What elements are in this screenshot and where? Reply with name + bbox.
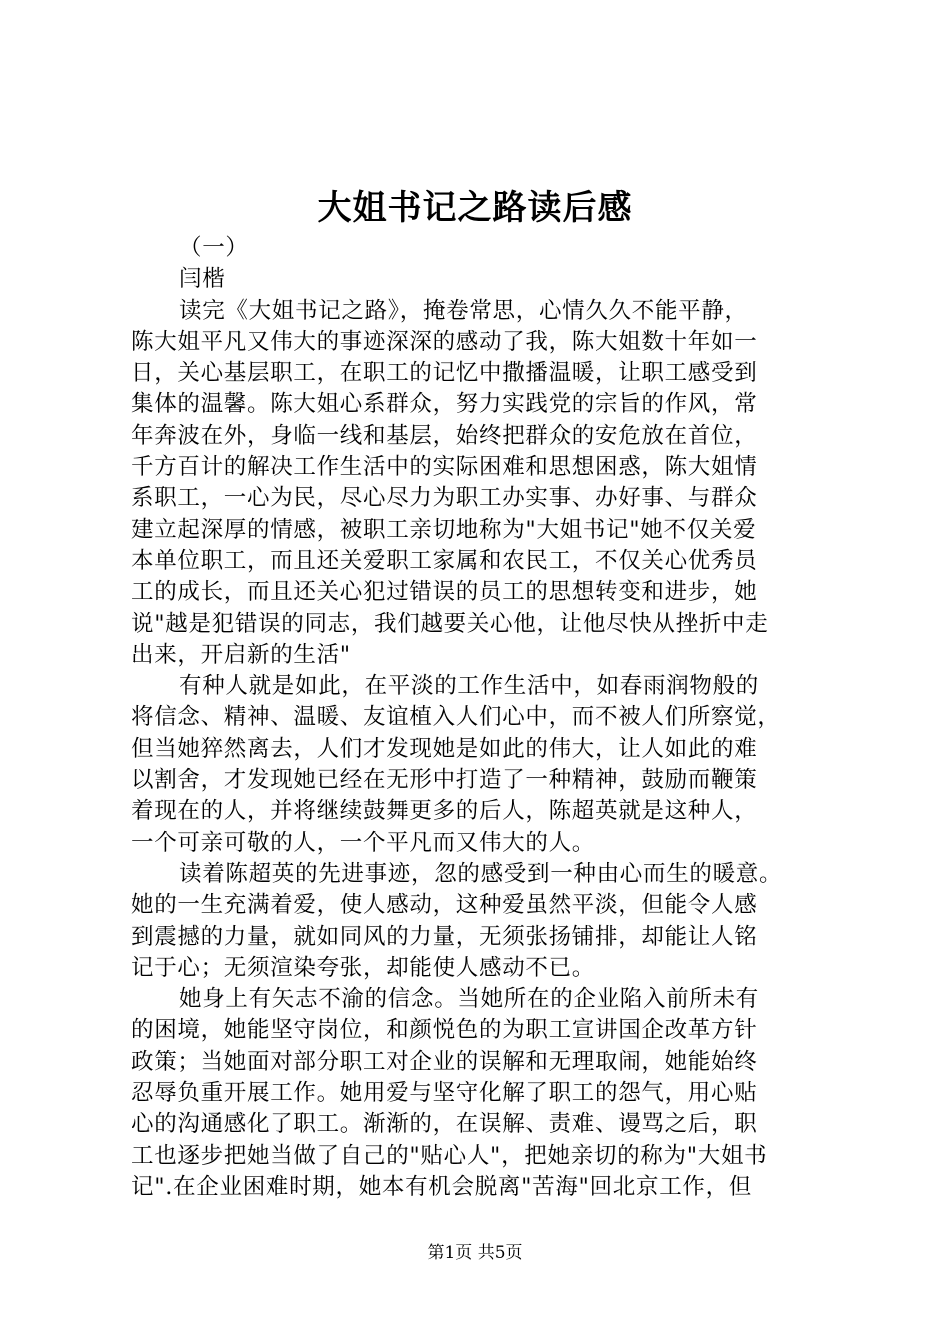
text-line: 读完《大姐书记之路》，掩卷常思，心情久久不能平静，	[179, 297, 748, 324]
page-footer: 第1页 共5页	[427, 1243, 523, 1263]
text-line: 本单位职工，而且还关爱职工家属和农民工，不仅关心优秀员	[131, 547, 758, 574]
text-line: 记于心；无须渲染夸张，却能使人感动不已。	[131, 954, 596, 981]
text-line: 的困境，她能坚守岗位，和颜悦色的为职工宣讲国企改革方针	[131, 1017, 758, 1044]
text-line: 忍辱负重开展工作。她用爱与坚守化解了职工的怨气，用心贴	[131, 1080, 758, 1107]
text-line: 一个可亲可敬的人，一个平凡而又伟大的人。	[131, 829, 596, 856]
text-line: 出来，开启新的生活"	[131, 641, 351, 668]
text-line: 她身上有矢志不渝的信念。当她所在的企业陷入前所未有	[179, 986, 760, 1013]
text-line: 工也逐步把她当做了自己的"贴心人"，把她亲切的称为"大姐书	[131, 1142, 768, 1169]
text-line: 有种人就是如此，在平淡的工作生活中，如春雨润物般的	[179, 673, 760, 700]
text-line: 但当她猝然离去，人们才发现她是如此的伟大，让人如此的难	[131, 735, 758, 762]
text-line: 以割舍，才发现她已经在无形中打造了一种精神，鼓励而鞭策	[131, 767, 758, 794]
text-line: 闫楷	[179, 266, 226, 293]
text-line: 到震撼的力量，就如同风的力量，无须张扬铺排，却能让人铭	[131, 923, 758, 950]
text-line: 千方百计的解决工作生活中的实际困难和思想困惑，陈大姐情	[131, 454, 758, 481]
document-body	[131, 233, 833, 1203]
text-line: 工的成长，而且还关心犯过错误的员工的思想转变和进步，她	[131, 579, 758, 606]
text-line: （一）	[179, 235, 249, 261]
text-line: 年奔波在外，身临一线和基层，始终把群众的安危放在首位，	[131, 422, 758, 449]
text-line: 系职工，一心为民，尽心尽力为职工办实事、办好事、与群众	[131, 485, 758, 512]
text-line: 陈大姐平凡又伟大的事迹深深的感动了我，陈大姐数十年如一	[131, 328, 758, 355]
text-line: 着现在的人，并将继续鼓舞更多的后人，陈超英就是这种人，	[131, 798, 758, 825]
text-line: 心的沟通感化了职工。渐渐的，在误解、责难、谩骂之后，职	[131, 1111, 758, 1138]
text-line: 她的一生充满着爱，使人感动，这种爱虽然平淡，但能令人感	[131, 892, 758, 919]
text-line: 政策；当她面对部分职工对企业的误解和无理取闹，她能始终	[131, 1048, 758, 1075]
text-line: 集体的温馨。陈大姐心系群众，努力实践党的宗旨的作风，常	[131, 391, 758, 418]
document-title: 大姐书记之路读后感	[317, 188, 633, 228]
text-line: 记".在企业困难时期，她本有机会脱离"苦海"回北京工作，但	[131, 1173, 753, 1200]
text-line: 建立起深厚的情感，被职工亲切地称为"大姐书记"她不仅关爱	[131, 516, 757, 543]
text-line: 将信念、精神、温暖、友谊植入人们心中，而不被人们所察觉，	[131, 704, 781, 731]
text-line: 读着陈超英的先进事迹，忽的感受到一种由心而生的暖意。	[179, 860, 783, 887]
text-line: 日，关心基层职工，在职工的记忆中撒播温暖，让职工感受到	[131, 360, 758, 387]
text-line: 说"越是犯错误的同志，我们越要关心他，让他尽快从挫折中走	[131, 610, 769, 637]
